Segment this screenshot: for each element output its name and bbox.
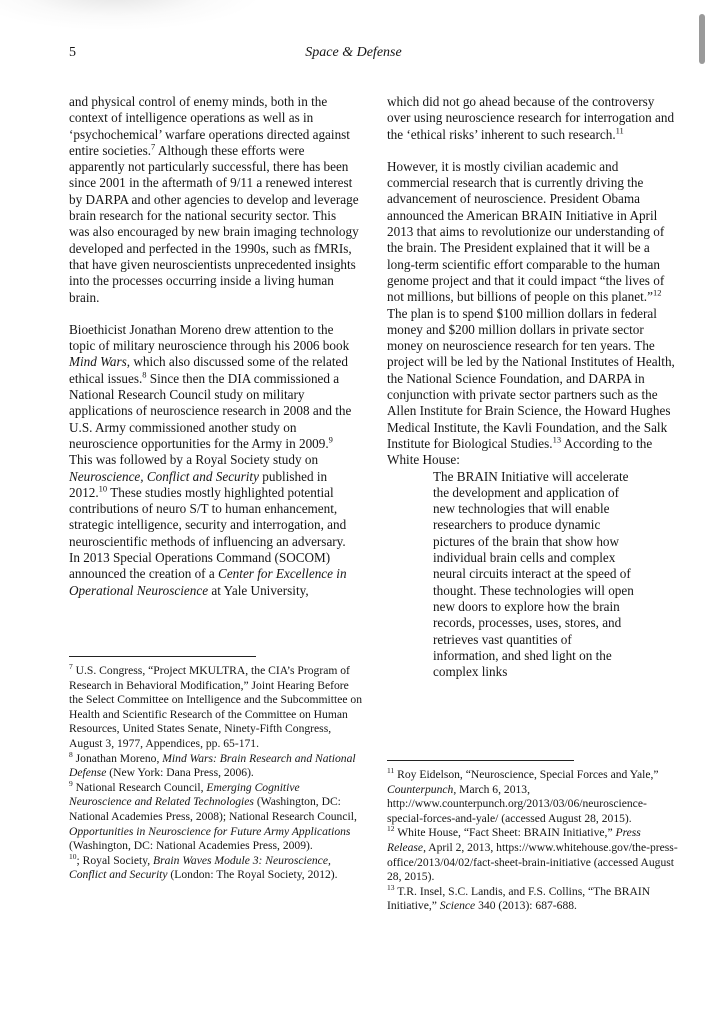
footnote-separator-left (69, 656, 256, 657)
footnote-13: $^{13}$ T.R. Insel, S.C. Landis, and F.S. Collins, “The BRAIN Initiative,” Science 340 (2013): 687-688. (387, 882, 651, 913)
footnote-7: $^7$ U.S. Congress, “Project MKULTRA, the CIA’s Program of Research in Behavioral Modification,” Joint Hearing Before the Select Committee on Intelligence and the Subcommittee on Health and Scientific Research of the Committee on Human Resources, United States Senate, Ninety-Fifth Congress, August 3, 1977, Appendices, pp. 65-171. (69, 662, 362, 750)
footnotes-right (387, 768, 681, 914)
left-column (69, 94, 359, 599)
block-quote: The BRAIN Initiative will accelerate the development and application of new technologies that will enable researchers to produce dynamic pictures of the brain that show how individual brain cells and complex neural circuits interact at the speed of thought. These technologies will open new doors to explore how the brain records, processes, uses, stores, and retrieves vast quantities of information, and shed light on the complex links (433, 468, 634, 680)
footnote-ref-8[interactable]: 8 (142, 369, 147, 380)
footnote-ref-11[interactable]: 11 (615, 125, 624, 136)
footnote-11-url-link[interactable]: http://www.counterpunch.org/2013/03/06/neuroscience-special-forces-and-yale/ (387, 797, 647, 825)
footnote-ref-9[interactable]: 9 (328, 434, 333, 445)
footnote-10: $^{10}$; Royal Society, Brain Waves Module 3: Neuroscience, Conflict and Security (London: The Royal Society, 2012). (69, 851, 338, 882)
footnotes-left (69, 664, 363, 883)
footnote-ref-13[interactable]: 13 (552, 434, 562, 445)
footnote-12: $^{12}$ White House, “Fact Sheet: BRAIN Initiative,” Press Release, April 2, 2013, https://www.whitehouse.gov/the-press-office/2013/04/02/fact-sheet-brain-initiative (accessed August 28, 2015). (387, 824, 678, 884)
right-paragraph-1: which did not go ahead because of the controversy over using neuroscience research for interrogation and the ‘ethical risks’ inherent to such research.$^{11}$ (387, 94, 675, 142)
page-number: 5 (69, 45, 76, 60)
running-title: Space & Defense (305, 45, 402, 60)
footnote-9: $^9$ National Research Council, Emerging Cognitive Neuroscience and Related Technologies (Washington, DC: National Academies Press, 2008); National Research Council, Opportunities in Neuroscience for Future Army Applications (Washington, DC: National Academies Press, 2009). (69, 778, 357, 853)
footnote-separator-right (387, 760, 574, 761)
footnote-8: $^8$ Jonathan Moreno, Mind Wars: Brain Research and National Defense (New York: Dana Press, 2006). (69, 749, 356, 780)
center-name: Center for Excellence in Operational Neuroscience (69, 566, 347, 598)
footnote-ref-12[interactable]: 12 (652, 287, 662, 298)
left-paragraph-1: and physical control of enemy minds, both in the context of intelligence operations as well as in ‘psychochemical’ warfare operations directed against entire societies.$^7$ Although these efforts were apparently not particularly successful, there has been since 2001 in the aftermath of 9/11 a renewed interest by DARPA and other agencies to develop and leverage brain research for the national security sector. This was also encouraged by new brain imaging technology developed and perfected in the 1990s, such as fMRIs, that have given neuroscientists unprecedented insights into the processes occurring inside a living human brain. (69, 94, 359, 305)
right-paragraph-2: However, it is mostly civilian academic and commercial research that is currently driving the advancement of neuroscience. President Obama announced the American BRAIN Initiative in April 2013 that aims to revolutionize our understanding of the brain. The President explained that it will be a long-term scientific effort comparable to the human genome project and that it could impact “the lives of not millions, but billions of people on this planet.”$^{12}$ The plan is to spend $100 million dollars in federal money and $200 million dollars in private sector money on neuroscience research for ten years. The project will be led by the National Institutes of Health, the National Science Foundation, and DARPA in conjunction with private sector partners such as the Allen Institute for Brain Science, the Howard Hughes Medical Institute, the Kavli Foundation, and the Salk Institute for Biological Studies.$^{13}$ According to the White House: (387, 158, 675, 468)
footnote-ref-10[interactable]: 10 (98, 483, 108, 494)
book-title-mind-wars: Mind Wars (69, 354, 127, 370)
left-paragraph-2: Bioethicist Jonathan Moreno drew attention to the topic of military neuroscience through his 2006 book Mind Wars, which also discussed some of the related ethical issues.$^8$ Since then the DIA commissioned a National Research Council study on military applications of neuroscience research in 2008 and the U.S. Army commissioned another study on neuroscience opportunities for the Army in 2009.$^9$ This was followed by a Royal Society study on Neuroscience, Conflict and Security published in 2012.10 These studies mostly highlighted potential contributions of neuro S/T to human enhancement, strategic intelligence, security and interrogation, and neuroscientific methods of influencing an adversary. In 2013 Special Operations Command (SOCOM) announced the creation of a Center for Excellence in Operational Neuroscience at Yale University, (69, 321, 352, 598)
camera-glare (0, 0, 260, 30)
footnote-11: $^{11}$ Roy Eidelson, “Neuroscience, Special Forces and Yale,” Counterpunch, March 6, 2013, http://www.counterpunch.org/2013/03/06/neuroscience-special-forces-and-yale/ (accessed August 28, 2015). (387, 766, 659, 825)
footnote-12-url-link[interactable]: https://www.whitehouse.gov/the-press-office/2013/04/02/fact-sheet-brain-initiative (387, 840, 678, 869)
study-title-neuroscience-conflict-security: Neuroscience, Conflict and Security (69, 468, 259, 484)
footnote-ref-7[interactable]: 7 (151, 141, 156, 152)
right-column (387, 94, 679, 680)
